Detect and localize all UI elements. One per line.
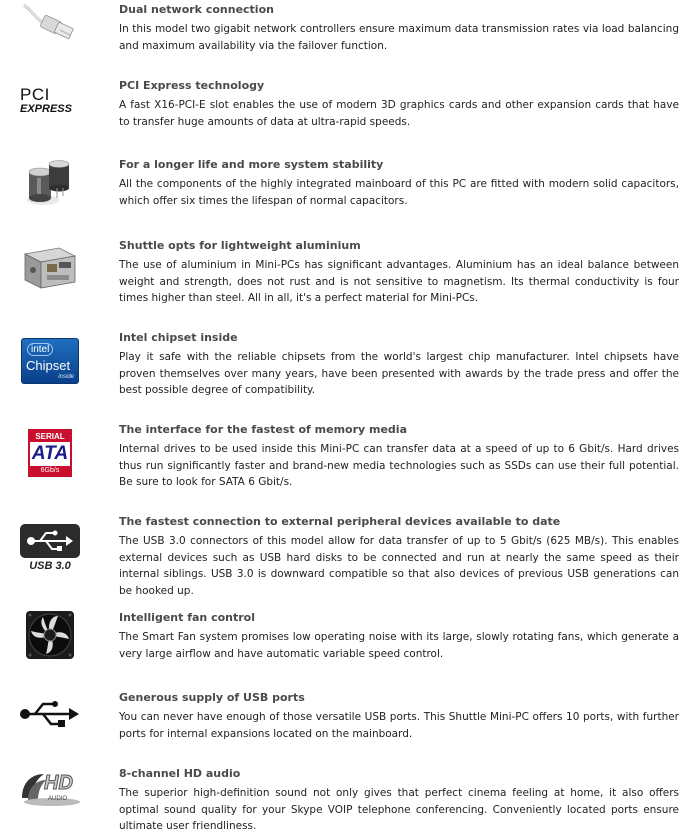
audio-logo-text: AUDIO	[48, 796, 68, 802]
pci-logo-text: PCI	[20, 85, 50, 104]
capacitors-icon	[14, 157, 86, 209]
feature-description: The Smart Fan system promises low operating noise with its large, slowly rotating fans, which generate a very large airflow and have automatic variable speed control.	[119, 631, 679, 660]
feature-title: The fastest connection to external peripheral devices available to date	[119, 515, 561, 528]
feature-description: The USB 3.0 connectors of this model allow for data transfer of up to 5 Gbit/s (625 MB/s). This enables external devices such as USB hard disks to be connected and run at nearly the same speed as their internal siblings. USB 3.0 is downward compatible so that also devices of previous USB generations can be hooked up.	[119, 535, 679, 597]
serial-ata-logo-icon	[14, 427, 86, 479]
feature-title: Generous supply of USB ports	[119, 691, 305, 704]
sata-speed-text: 6Gb/s	[30, 466, 70, 475]
feature-title: Intel chipset inside	[119, 331, 238, 344]
feature-title: 8-channel HD audio	[119, 767, 241, 780]
usb-symbol-icon	[14, 698, 86, 730]
pci-express-logo-icon	[14, 86, 86, 116]
fan-icon	[14, 610, 86, 660]
express-logo-text: EXPRESS	[20, 103, 72, 115]
feature-title: Dual network connection	[119, 3, 274, 16]
feature-description: Play it safe with the reliable chipsets from the world's largest chip manufacturer. Intel chipsets have proven themselves over many years, have been presented with awards by the trade press and offer the best possible degree of compatibility.	[119, 351, 679, 396]
feature-description: A fast X16-PCI-E slot enables the use of modern 3D graphics cards and other expansion cards that have to transfer huge amounts of data at ultra-rapid speeds.	[119, 99, 679, 128]
chipset-logo-text: Chipset	[26, 358, 71, 373]
usb3-logo-icon	[14, 522, 86, 574]
aluminium-chassis-icon	[14, 242, 86, 292]
intel-chipset-logo-icon	[14, 337, 86, 385]
feature-title: PCI Express technology	[119, 79, 265, 92]
feature-description: Internal drives to be used inside this Mini-PC can transfer data at a speed of up to 6 Gbit/s. Hard drives thus run significantly faster and brand-new media technologies such as SSDs can use their full potential. Be sure to look for SATA 6 Gbit/s.	[119, 443, 679, 488]
serial-logo-text: SERIAL	[30, 431, 70, 442]
usb3-plate	[20, 524, 80, 558]
feature-title: Shuttle opts for lightweight aluminium	[119, 239, 361, 252]
usb3-logo-text: USB 3.0	[29, 559, 71, 572]
feature-title: For a longer life and more system stability	[119, 158, 384, 171]
feature-description: All the components of the highly integrated mainboard of this PC are fitted with modern solid capacitors, which offer six times the lifespan of normal capacitors.	[119, 178, 679, 207]
feature-description: The use of aluminium in Mini-PCs has significant advantages. Aluminium has an ideal balance between weight and strength, does not rust and is not sensitive to magnetism. Its thermal conductivity is four times higher than steel. All in all, it's a perfect material for Mini-PCs.	[119, 259, 679, 304]
hd-audio-logo-icon	[14, 768, 86, 810]
intel-logo-text: intel	[27, 343, 53, 356]
feature-title: Intelligent fan control	[119, 611, 255, 624]
feature-title: The interface for the fastest of memory media	[119, 423, 408, 436]
network-cable-icon	[14, 0, 86, 46]
feature-description: In this model two gigabit network controllers ensure maximum data transmission rates via load balancing and maximum availability via the failover function.	[119, 23, 679, 52]
hd-logo-text: HD	[44, 772, 73, 794]
ata-logo-text: ATA	[31, 443, 69, 464]
inside-logo-text: inside	[58, 374, 74, 380]
feature-description: You can never have enough of those versatile USB ports. This Shuttle Mini-PC offers 10 ports, with further ports for internal expansions located on the mainboard.	[119, 711, 679, 740]
feature-description: The superior high-definition sound not only gives that perfect cinema feeling at home, it also offers optimal sound quality for your Skype VOIP telephone conferencing. Conveniently located ports ensure ultimate user friendliness.	[119, 787, 679, 832]
